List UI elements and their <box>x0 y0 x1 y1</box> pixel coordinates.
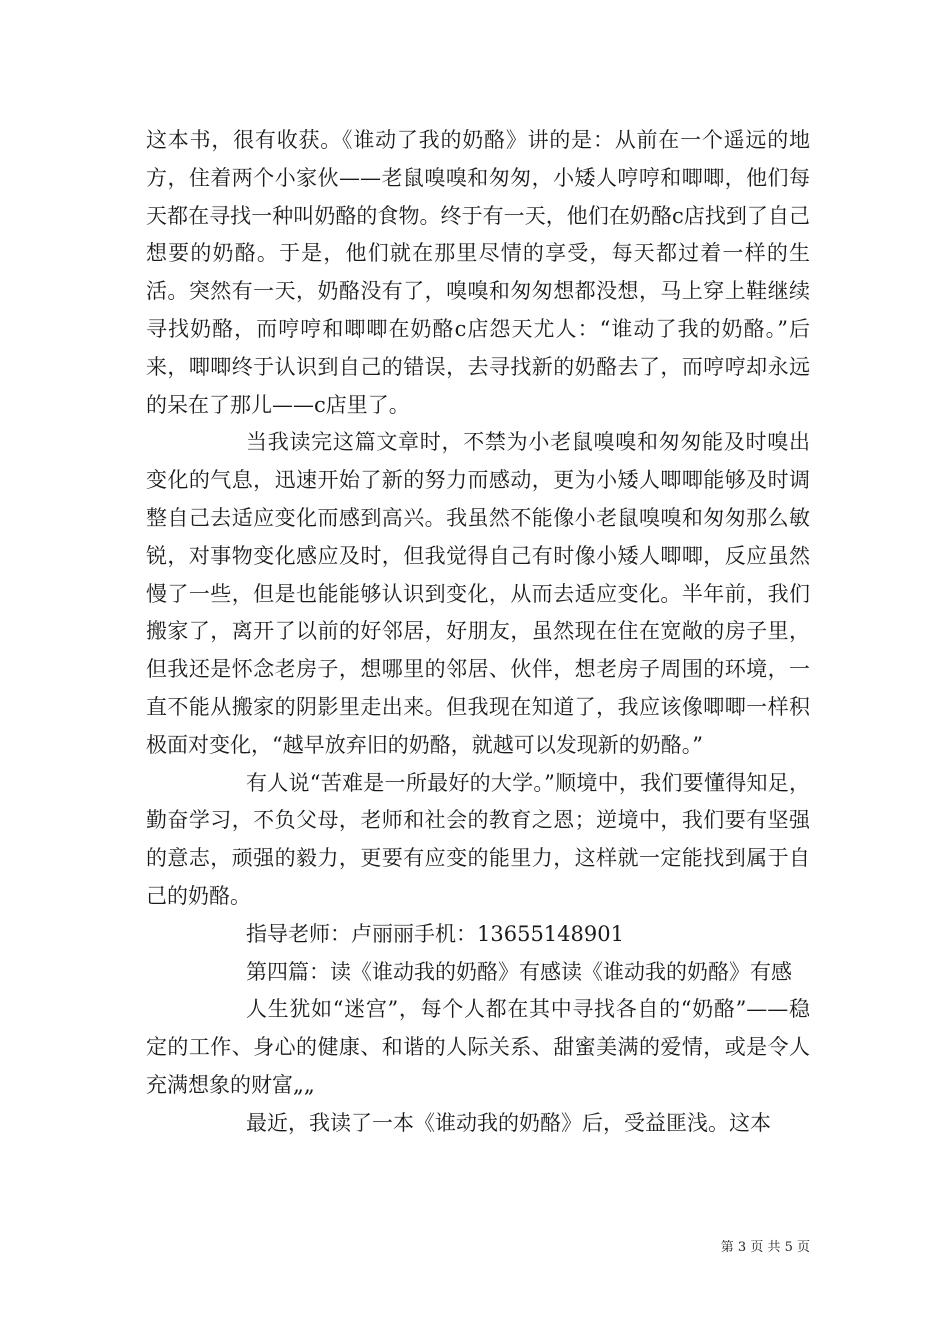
teacher-contact: 指导老师：卢丽丽手机：13655148901 <box>246 921 624 946</box>
page-number: 第 3 页 共 5 页 <box>720 1240 810 1255</box>
paragraph-1: 这本书，很有收获。《谁动了我的奶酪》讲的是：从前在一个遥远的地方，住着两个小家伙——老鼠嗅嗅和匆匆，小矮人哼哼和唧唧，他们每天都在寻找一种叫奶酪的食物。终于有一天，他们在奶酪c店找到了自己想要的奶酪。于是，他们就在那里尽情的享受，每天都过着一样的生活。突然有一天，奶酪没有了，嗅嗅和匆匆想都没想，马上穿上鞋继续寻找奶酪，而哼哼和唧唧在奶酪c店怨天尤人：“谁动了我的奶酪。”后来，唧唧终于认识到自己的错误，去寻找新的奶酪去了，而哼哼却永远的呆在了那儿——c店里了。 <box>146 128 810 417</box>
section-heading: 第四篇：读《谁动我的奶酪》有感读《谁动我的奶酪》有感 <box>246 959 792 984</box>
paragraph-3: 有人说“苦难是一所最好的大学。”顺境中，我们要懂得知足，勤奋学习，不负父母，老师和社会的教育之恩；逆境中，我们要有坚强的意志，顽强的毅力，更要有应变的能里力，这样就一定能找到属于自己的奶酪。 <box>146 770 810 908</box>
paragraph-5: 最近，我读了一本《谁动我的奶酪》后，受益匪浅。这本 <box>246 1110 771 1135</box>
paragraph-2: 当我读完这篇文章时，不禁为小老鼠嗅嗅和匆匆能及时嗅出变化的气息，迅速开始了新的努力而感动，更为小矮人唧唧能够及时调整自己去适应变化而感到高兴。我虽然不能像小老鼠嗅嗅和匆匆那么敏锐，对事物变化感应及时，但我觉得自己有时像小矮人唧唧，反应虽然慢了一些，但是也能能够认识到变化，从而去适应变化。半年前，我们搬家了，离开了以前的好邻居，好朋友，虽然现在住在宽敞的房子里，但我还是怀念老房子，想哪里的邻居、伙伴，想老房子周围的环境，一直不能从搬家的阴影里走出来。但我现在知道了，我应该像唧唧一样积极面对变化，“越早放弃旧的奶酪，就越可以发现新的奶酪。” <box>146 430 810 757</box>
paragraph-4: 人生犹如“迷宫”，每个人都在其中寻找各自的“奶酪”——稳定的工作、身心的健康、和谐的人际关系、甜蜜美满的爱情，或是令人充满想象的财富„„ <box>146 997 810 1097</box>
body-text <box>146 122 810 1143</box>
